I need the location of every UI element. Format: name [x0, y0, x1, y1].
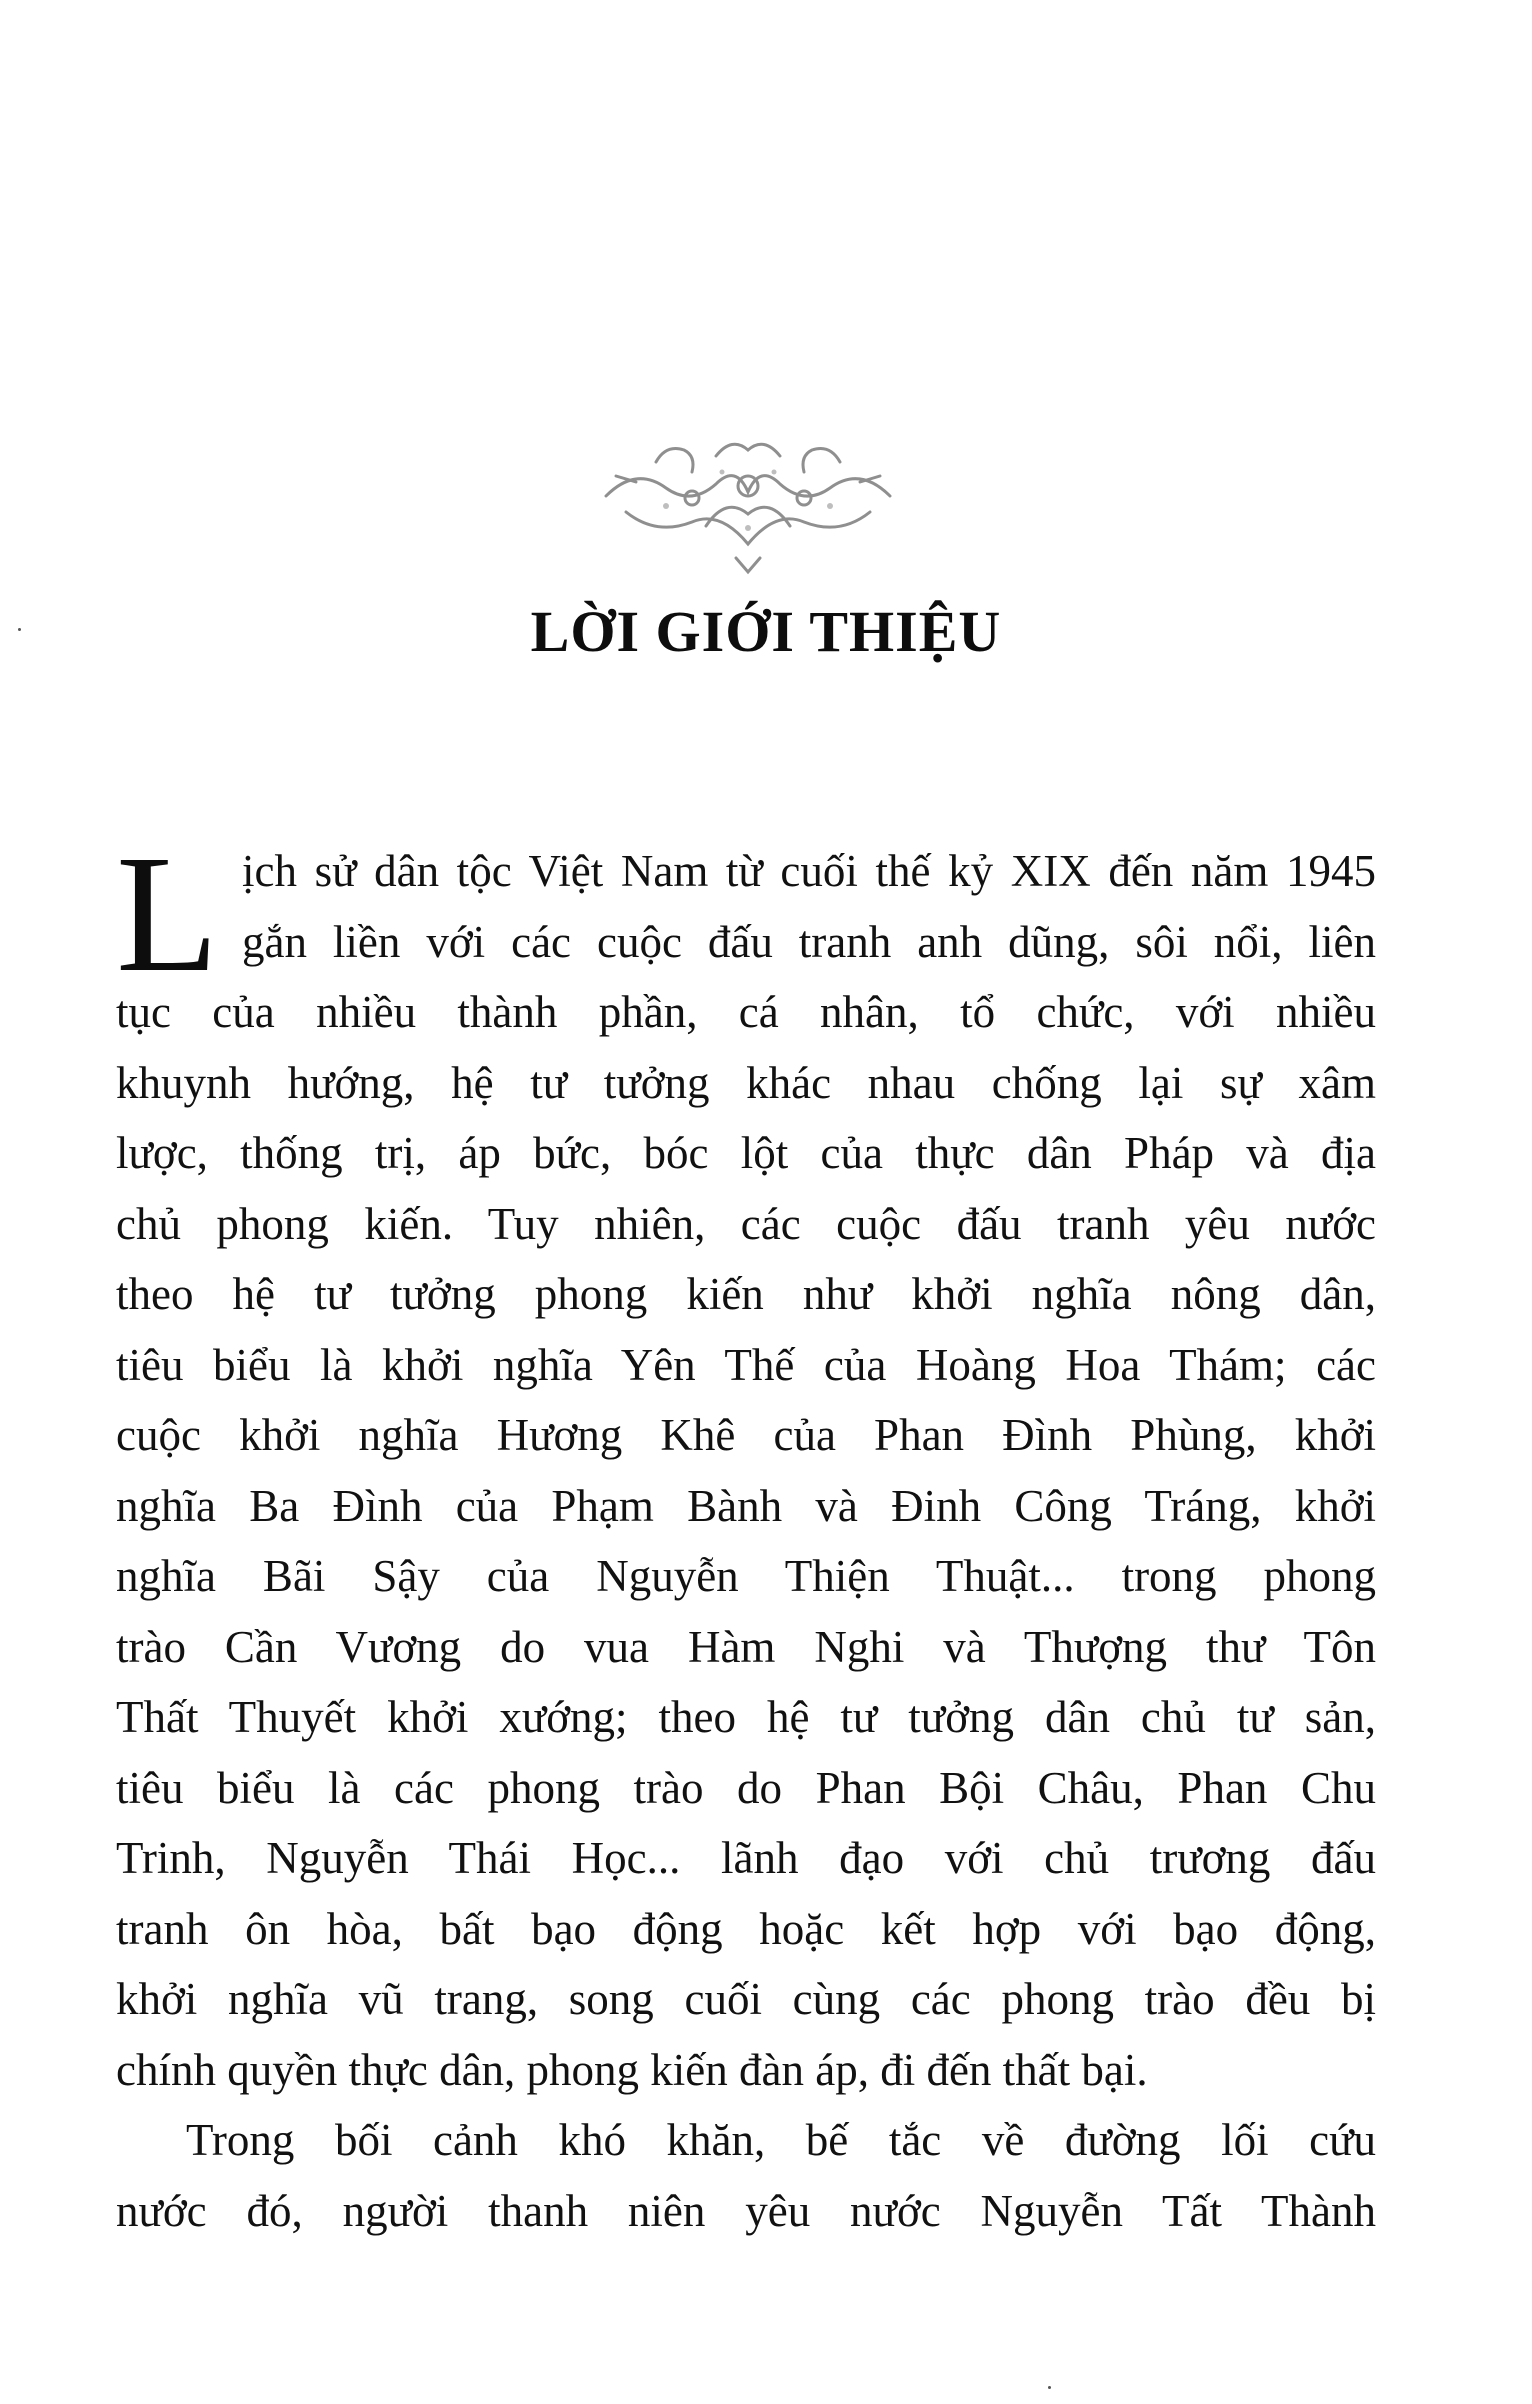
text-line: tiêu biểu là các phong trào do Phan Bội Châu, Phan Chu: [116, 1762, 1376, 1813]
text-line: tranh ôn hòa, bất bạo động hoặc kết hợp với bạo động,: [116, 1903, 1376, 1954]
text-line: nước đó, người thanh niên yêu nước Nguyễn Tất Thành: [116, 2185, 1376, 2236]
text-line: tục của nhiều thành phần, cá nhân, tổ chức, với nhiều: [116, 987, 1376, 1037]
text-line: ịch sử dân tộc Việt Nam từ cuối thế kỷ XIX đến năm 1945: [242, 846, 1376, 896]
text-line: Trong bối cảnh khó khăn, bế tắc về đường lối cứu: [186, 2115, 1376, 2165]
text-line: theo hệ tư tưởng phong kiến như khởi nghĩa nông dân,: [116, 1269, 1376, 1319]
page-title: LỜI GIỚI THIỆU: [530, 599, 1002, 664]
scan-speck: [18, 628, 21, 631]
text-line: nghĩa Bãi Sậy của Nguyễn Thiện Thuật... trong phong: [116, 1551, 1376, 1601]
drop-cap: L: [116, 821, 219, 1007]
scan-speck: [1048, 2386, 1051, 2389]
text-line: khởi nghĩa vũ trang, song cuối cùng các phong trào đều bị: [116, 1974, 1376, 2024]
text-line: Thất Thuyết khởi xướng; theo hệ tư tưởng dân chủ tư sản,: [116, 1692, 1376, 1742]
text-line: nghĩa Ba Đình của Phạm Bành và Đinh Công Tráng, khởi: [116, 1480, 1376, 1531]
body-text: [116, 821, 1376, 2246]
text-line: khuynh hướng, hệ tư tưởng khác nhau chống lại sự xâm: [116, 1057, 1376, 1108]
text-line: chính quyền thực dân, phong kiến đàn áp, đi đến thất bại.: [116, 2044, 1148, 2095]
text-line: trào Cần Vương do vua Hàm Nghi và Thượng thư Tôn: [116, 1621, 1376, 1672]
text-line: cuộc khởi nghĩa Hương Khê của Phan Đình Phùng, khởi: [116, 1410, 1376, 1460]
text-line: lược, thống trị, áp bức, bóc lột của thực dân Pháp và địa: [116, 1128, 1376, 1178]
text-line: chủ phong kiến. Tuy nhiên, các cuộc đấu tranh yêu nước: [116, 1198, 1376, 1249]
text-line: Trinh, Nguyễn Thái Học... lãnh đạo với chủ trương đấu: [116, 1833, 1376, 1883]
text-line: tiêu biểu là khởi nghĩa Yên Thế của Hoàng Hoa Thám; các: [116, 1339, 1376, 1390]
floral-ornament-icon: [596, 426, 900, 576]
text-line: gắn liền với các cuộc đấu tranh anh dũng, sôi nổi, liên: [242, 916, 1376, 967]
